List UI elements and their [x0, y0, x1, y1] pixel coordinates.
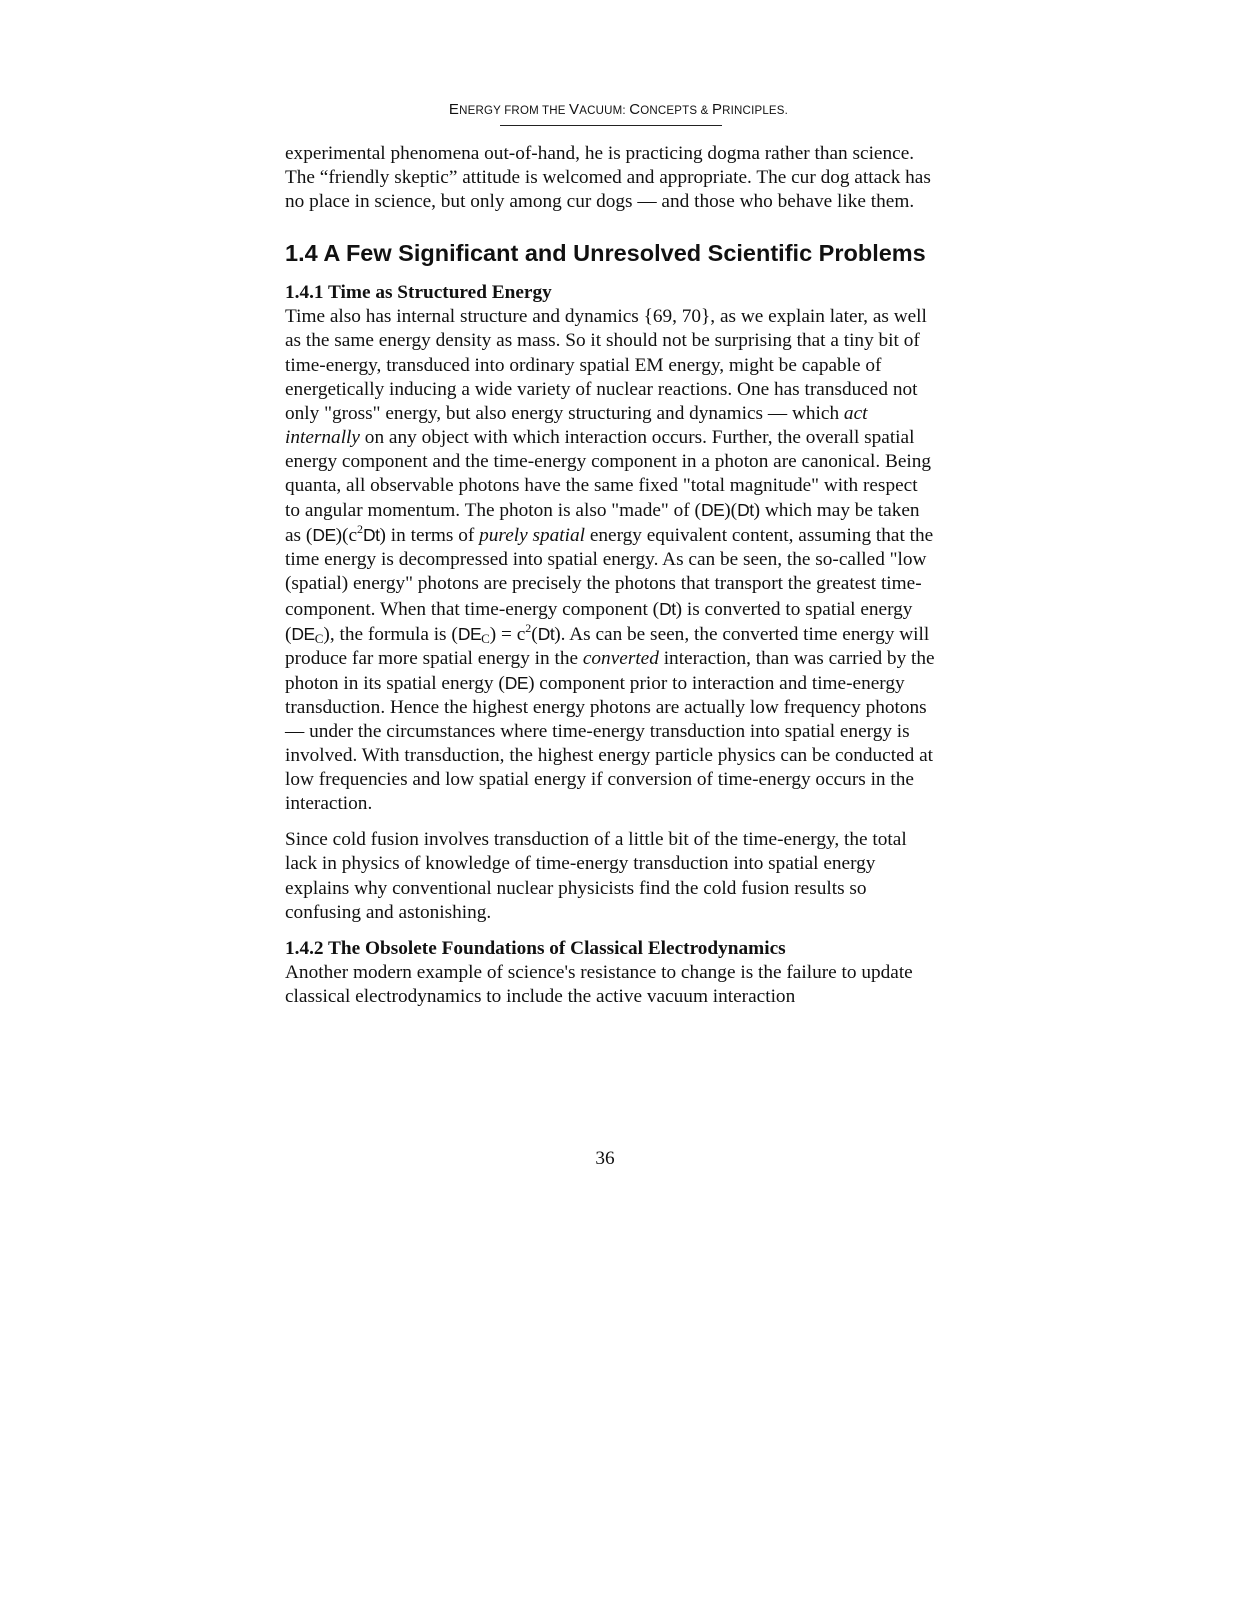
symbol-delta-t: Dt: [737, 500, 754, 521]
symbol-delta-t: Dt: [537, 623, 555, 644]
cold-fusion-paragraph: Since cold fusion involves transduction of a little bit of the time-energy, the total lack in physics of knowledge of time-energy transduction into spatial energy explains why conventional nuclear physicists find the cold fusion results so confusing and astonishing.: [285, 829, 907, 923]
subscript-c: C: [314, 630, 324, 646]
symbol-delta-e: DE: [700, 500, 725, 521]
symbol-delta-t: Dt: [363, 525, 380, 546]
superscript-2: 2: [525, 620, 532, 635]
symbol-delta-e: DE: [312, 525, 336, 546]
symbol-delta-e: DE: [504, 672, 529, 693]
subsection-heading-electrodynamics: 1.4.2 The Obsolete Foundations of Classical Electrodynamics: [285, 937, 786, 959]
emphasis-act-internally: act internally: [285, 402, 868, 448]
emphasis-purely-spatial: purely spatial: [479, 525, 585, 547]
symbol-delta-t: Dt: [659, 598, 676, 619]
symbol-delta-e: DE: [291, 623, 315, 644]
page-number: 36: [595, 1148, 615, 1169]
subscript-c: C: [481, 630, 490, 646]
subsection-heading-time: 1.4.1 Time as Structured Energy: [285, 282, 552, 304]
symbol-delta-e: DE: [457, 623, 482, 644]
section-heading: 1.4 A Few Significant and Unresolved Scientific Problems: [285, 240, 926, 267]
time-energy-paragraph: Time also has internal structure and dynamics {69, 70}, as we explain later, as well as the same energy density as mass. So it should not be surprising that a tiny bit of time-energy, transduced into ordinary spatial EM energy, might be capable of energetically inducing a wide variety of nuclear reactions. One has transduced not only "gross" energy, but also energy structuring and dynamics — which act internally on any object with which interaction occurs. Further, the overall spatial energy component and the time-energy component in a photon are canonical. Being quanta, all observable photons have the same fixed "total magnitude" with respect to angular momentum. The photon is also "made" of (DE)(Dt) which may be taken as $(DE)(c^2Dt)$ in terms of purely spatial energy equivalent content, assuming that the time energy is decompressed into spatial energy. As can be seen, the so-called "low (spatial) energy" photons are precisely the photons that transport the greatest time-component. When that time-energy component (Dt) is converted to spatial energy $(DE_C)$, the formula is $(DE_C) = c^2(Dt)$. As can be seen, the converted time energy will produce far more spatial energy in the converted interaction, than was carried by the photon in its spatial energy (DE) component prior to interaction and time-energy transduction. Hence the highest energy photons are actually low frequency photons — under the circumstances where time-energy transduction into spatial energy is involved. With transduction, the highest energy particle physics can be conducted at low frequencies and low spatial energy if conversion of time-energy occurs in the interaction.: [285, 306, 935, 815]
running-head-rule: [500, 125, 722, 126]
page-body: [285, 142, 935, 1009]
emphasis-converted: converted: [582, 647, 659, 669]
electrodynamics-paragraph: Another modern example of science's resistance to change is the failure to update classical electrodynamics to include the active vacuum interaction: [285, 961, 913, 1007]
superscript-2: 2: [357, 522, 364, 537]
running-head: ENERGY FROM THE VACUUM: CONCEPTS & PRINCIPLES.: [448, 101, 789, 118]
intro-paragraph: experimental phenomena out-of-hand, he is practicing dogma rather than science. The “friendly skeptic” attitude is welcomed and appropriate. The cur dog attack has no place in science, but only among cur dogs — and those who behave like them.: [285, 143, 931, 213]
